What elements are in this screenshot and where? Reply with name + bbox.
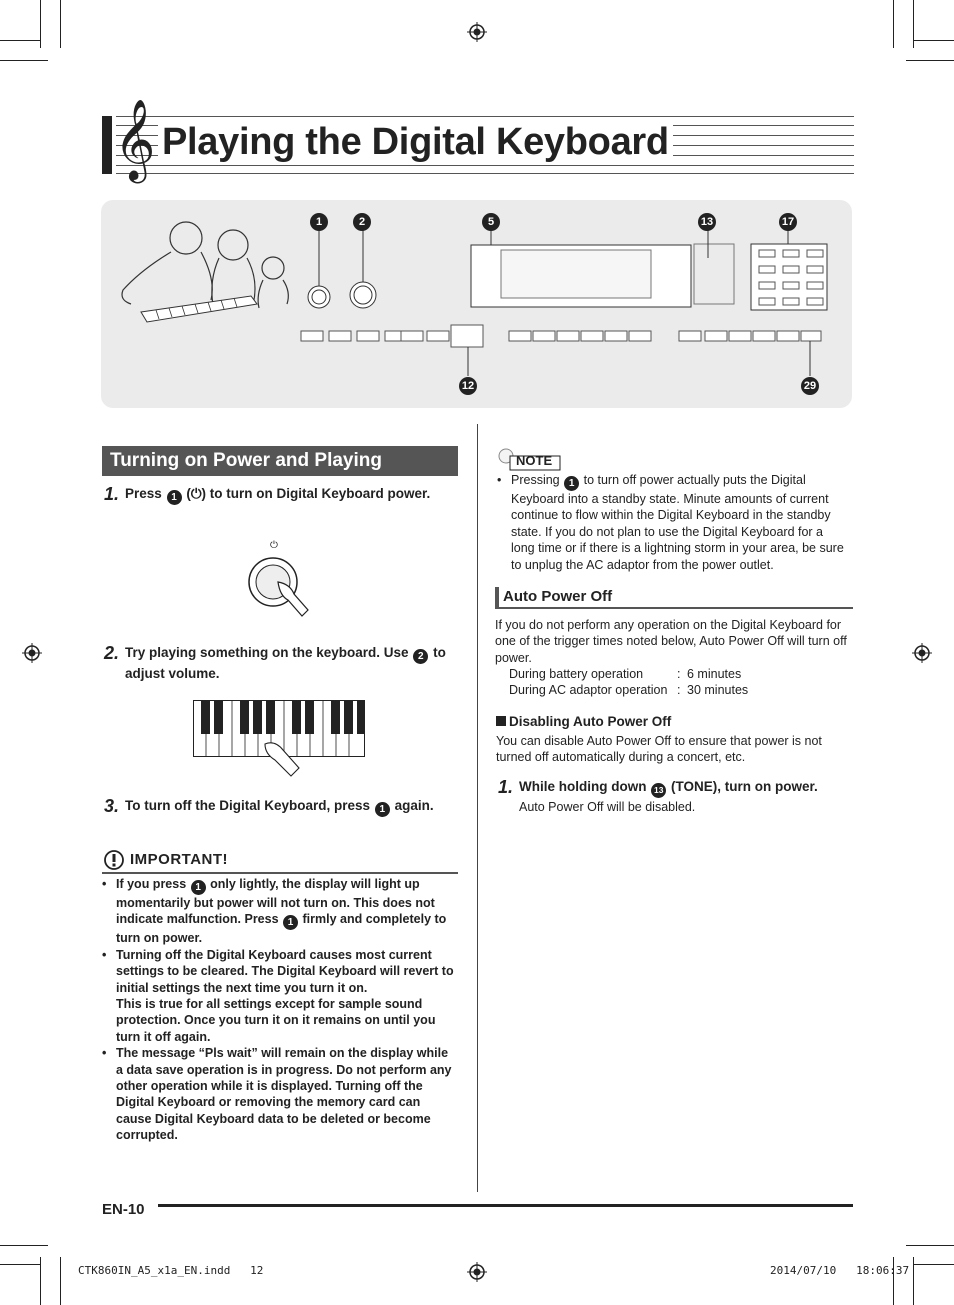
page-number: EN-10 (102, 1201, 145, 1218)
important-item: • If you press 1 only lightly, the display will light up momentarily but power will not turn on. This does not indicate malfunction. Press 1 firmly and completely to turn on power. (102, 877, 447, 946)
power-instruction: (⏻) to turn on Digital Keyboard power. (186, 486, 431, 501)
crop-mark (914, 40, 954, 41)
button-1-badge: 1 (283, 915, 298, 930)
crop-mark (0, 60, 48, 61)
callout-17: 17 (779, 213, 797, 231)
registration-mark-icon (22, 643, 42, 663)
important-list (102, 876, 456, 1144)
slug-date: 2014/07/10 18:06:37 (770, 1264, 910, 1277)
crop-mark (0, 1264, 40, 1265)
square-bullet-icon (496, 716, 506, 726)
callout-1: 1 (310, 213, 328, 231)
crop-mark (914, 1264, 954, 1265)
crop-mark (40, 0, 41, 48)
registration-mark-icon (912, 643, 932, 663)
note-item: • Pressing 1 to turn off power actually puts the Digital Keyboard into a standby state. Minute amounts of current continue to flow within the Digital Keyboard in the standby state. If you do not plan to use the Digital Keyboard for a long time or if there is a lightning storm in your area, be sure to unplug the AC adaptor from the power outlet. (497, 473, 844, 572)
button-13-badge: 13 (651, 783, 666, 798)
crop-mark (893, 0, 894, 48)
callout-13: 13 (698, 213, 716, 231)
crop-mark (60, 1257, 61, 1305)
registration-mark-icon (467, 1262, 487, 1282)
note-title: NOTE (516, 453, 553, 468)
disable-apo-text: You can disable Auto Power Off to ensure that power is not turned off automatically during a concert, etc. (496, 734, 822, 765)
note-list (497, 472, 849, 573)
auto-power-off-title: Auto Power Off (495, 587, 853, 609)
slug-file: CTK860IN_A5_x1a_EN.indd 12 (78, 1264, 264, 1277)
button-2-badge: 2 (413, 649, 428, 664)
power-button-illustration (238, 538, 318, 620)
step-text: To turn off the Digital Keyboard, press 1 again. (125, 798, 434, 815)
callout-2: 2 (353, 213, 371, 231)
footer-rule (158, 1204, 853, 1207)
crop-mark (40, 1257, 41, 1305)
button-1-badge: 1 (191, 880, 206, 895)
crop-mark (0, 1245, 48, 1246)
crop-mark (906, 60, 954, 61)
button-1-badge: 1 (167, 490, 182, 505)
crop-mark (60, 0, 61, 48)
registration-mark-icon (467, 22, 487, 42)
step-text: While holding down 13 (TONE), turn on power. (519, 777, 853, 798)
step-result: Auto Power Off will be disabled. (519, 800, 696, 814)
step-text: Press 1 (⏻) to turn on Digital Keyboard power. (125, 486, 431, 503)
step-number: 1. (498, 777, 514, 797)
keyboard-keys-illustration (193, 700, 365, 780)
section-title: Turning on Power and Playing (102, 446, 458, 476)
column-divider (477, 424, 478, 1192)
keyboard-panel-drawing (101, 200, 852, 408)
button-1-badge: 1 (564, 476, 579, 491)
power-icon: ⏻ (190, 486, 202, 501)
auto-power-off-intro: If you do not perform any operation on the Digital Keyboard for one of the trigger times noted below, Auto Power Off will turn off power. (495, 618, 847, 665)
apo-row: During battery operation : 6 minutes (509, 667, 742, 681)
page-title: Playing the Digital Keyboard (158, 121, 673, 164)
button-1-badge: 1 (375, 802, 390, 817)
treble-clef-icon: 𝄞 (114, 98, 156, 180)
callout-5: 5 (482, 213, 500, 231)
apo-row: During AC adaptor operation : 30 minutes (509, 683, 749, 698)
crop-mark (906, 1245, 954, 1246)
step-text: Try playing something on the keyboard. Use 2 to adjust volume. (125, 645, 446, 681)
important-item: • Turning off the Digital Keyboard causes most current settings to be cleared. The Digital Keyboard will revert to initial settings the next time you turn it on. This is true for all settings except for sample sound protection. Once you turn it on it remains on until you turn it off again. (102, 947, 454, 1044)
important-title: IMPORTANT! (130, 851, 229, 868)
step-number: 3. (104, 796, 120, 816)
step-number: 1. (104, 484, 120, 504)
disable-apo-heading: Disabling Auto Power Off (496, 714, 671, 729)
apo-table (509, 666, 839, 699)
svg-text:⏻: ⏻ (270, 540, 278, 551)
crop-mark (0, 40, 40, 41)
callout-12: 12 (459, 377, 477, 395)
callout-29: 29 (801, 377, 819, 395)
step-number: 2. (104, 643, 120, 663)
important-icon (103, 848, 127, 872)
important-item: • The message “Pls wait” will remain on the display while a data save operation is in progress. Do not perform any other operation while it is displayed. Turning off the Digital Keyboard or removing the memory card can cause Digital Keyboard data to be deleted or become corrupted. (102, 1046, 452, 1143)
keyboard-illustration (101, 200, 852, 408)
